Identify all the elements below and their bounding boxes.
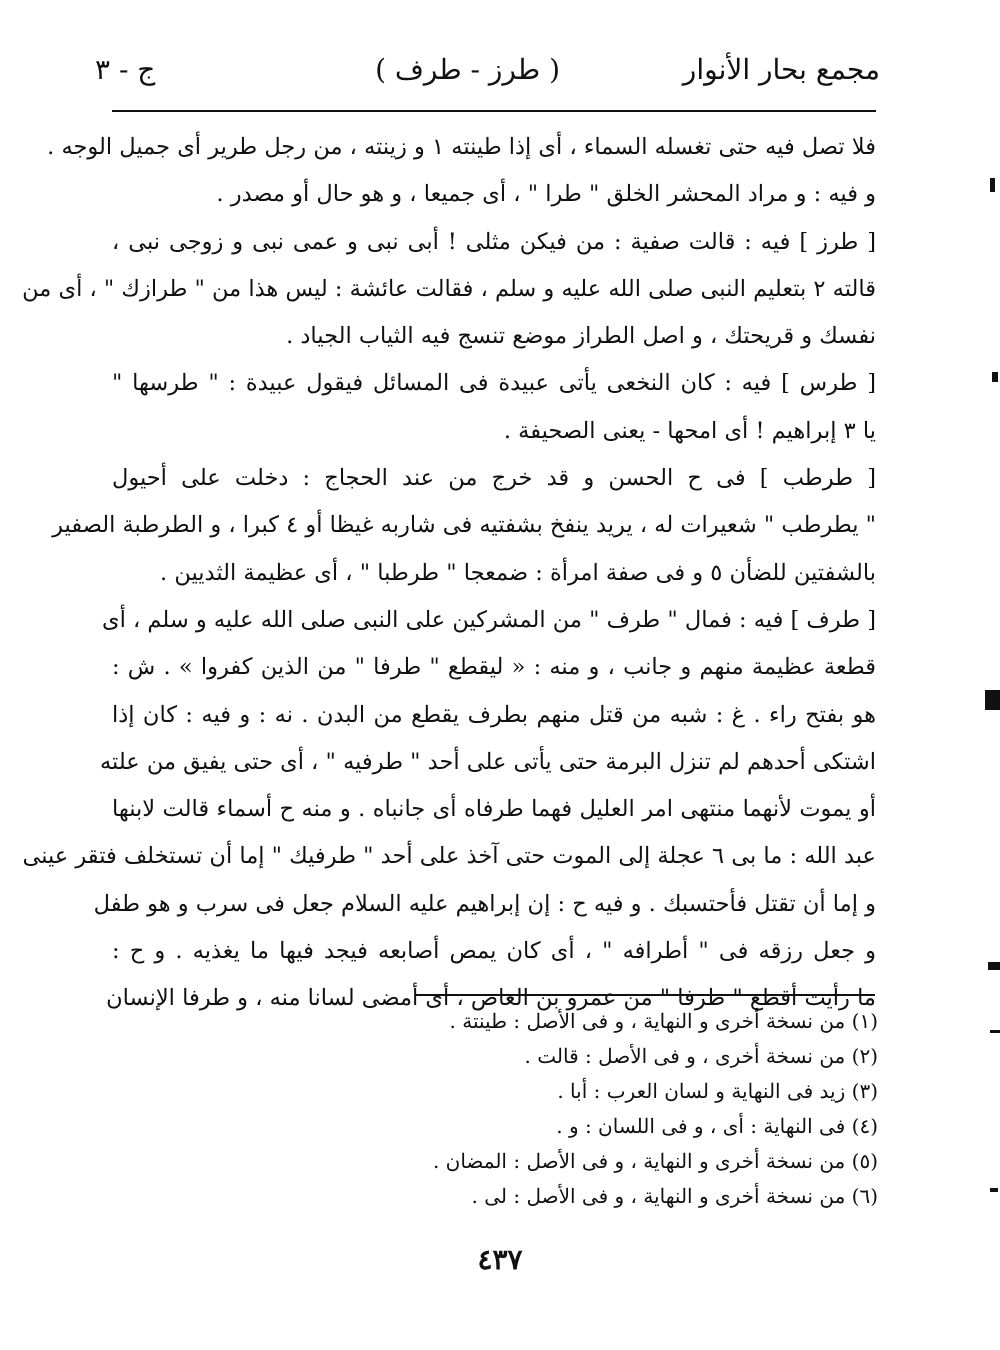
text-line: نفسك و قريحتك ، و اصل الطراز موضع تنسج فيه الثياب الجياد . [286,323,876,350]
text-line: أو يموت لأنهما منتهى امر العليل فهما طرفاه أى جانباه . و منه ح أسماء قالت لابنها [112,796,876,823]
text-line: " يطرطب " شعيرات له ، يريد ينفخ بشفتيه فى شاربه غيظا أو ٤ كبرا ، و الطرطبة الصفير [52,512,876,539]
text-line: يا ٣ إبراهيم ! أى امحها - يعنى الصحيفة . [503,417,876,444]
text-line: بالشفتين للضأن ٥ و فى صفة امرأة : ضمعجا " طرطبا " ، أى عظيمة الثديين . [160,559,876,586]
footnotes [300,1004,878,1214]
footnote: (٥) من نسخة أخرى و النهاية ، و فى الأصل : المضان . [432,1149,878,1173]
footnote: (١) من نسخة أخرى و النهاية ، و فى الأصل : طينتة . [449,1009,878,1033]
header-rule [112,110,876,112]
text-line: [ طرف ] فيه : فمال " طرف " من المشركين على النبى صلى الله عليه و سلم ، أى [102,606,876,633]
scan-mark [990,1030,1000,1033]
main-text [22,124,876,1023]
scan-mark [985,690,1000,710]
running-header [95,48,880,92]
text-line: هو بفتح راء . غ : شبه من قتل منهم بطرف يقطع من البدن . نه : و فيه : كان إذا [112,701,876,728]
text-line: عبد الله : ما بى ٦ عجلة إلى الموت حتى آخذ على أحد " طرفيك " إما أن تستخلف فتقر عينى [22,843,876,870]
book-title: مجمع بحار الأنوار [682,53,880,86]
text-line: قالته ٢ بتعليم النبى صلى الله عليه و سلم ، فقالت عائشة : ليس هذا من " طرازك " ، أى من [22,275,876,302]
text-line: فلا تصل فيه حتى تغسله السماء ، أى إذا طينته ١ و زينته ، من رجل طرير أى جميل الوجه . [47,134,876,160]
entry-range: ( طرز - طرف ) [375,53,560,86]
footnote-rule [415,994,875,996]
text-line: و إما أن تقتل فأحتسبك . و فيه ح : إن إبراهيم عليه السلام جعل فى سرب و هو طفل [93,890,876,917]
volume-number: ج - ٣ [95,53,156,86]
footnote: (٦) من نسخة أخرى و النهاية ، و فى الأصل : لى . [471,1184,878,1208]
text-line: [ طرز ] فيه : قالت صفية : من فيكن مثلى ! أبى نبى و عمى نبى و زوجى نبى ، [112,228,876,255]
text-line: [ طرس ] فيه : كان النخعى يأتى عبيدة فى المسائل فيقول عبيدة : " طرسها " [112,370,876,397]
text-line: قطعة عظيمة منهم و جانب ، و منه : « ليقطع " طرفا " من الذين كفروا » . ش : [112,654,876,681]
scan-mark [988,962,1000,970]
text-line: [ طرطب ] فى ح الحسن و قد خرج من عند الحجاج : دخلت على أحيول [112,465,876,492]
text-line: و فيه : و مراد المحشر الخلق " طرا " ، أى جميعا ، و هو حال أو مصدر . [216,181,876,208]
scan-mark [990,1188,998,1192]
scan-mark [990,178,995,192]
text-line: و جعل رزقه فى " أطرافه " ، أى كان يمص أصابعه فيجد فيها ما يغذيه . و ح : [112,938,876,965]
footnote: (٢) من نسخة أخرى ، و فى الأصل : قالت . [524,1044,878,1068]
text-line: ما رأيت أقطع " طرفا " من عمرو بن العاص ، أى أمضى لسانا منه ، و طرفا الإنسان [106,985,876,1012]
footnote: (٤) فى النهاية : أى ، و فى اللسان : و . [556,1114,878,1138]
page-number: ٤٣٧ [477,1243,523,1276]
scan-mark [992,372,998,382]
footnote: (٣) زيد فى النهاية و لسان العرب : أبا . [557,1079,878,1103]
text-line: اشتكى أحدهم لم تنزل البرمة حتى يأتى على أحد " طرفيه " ، أى حتى يفيق من علته [99,748,876,775]
